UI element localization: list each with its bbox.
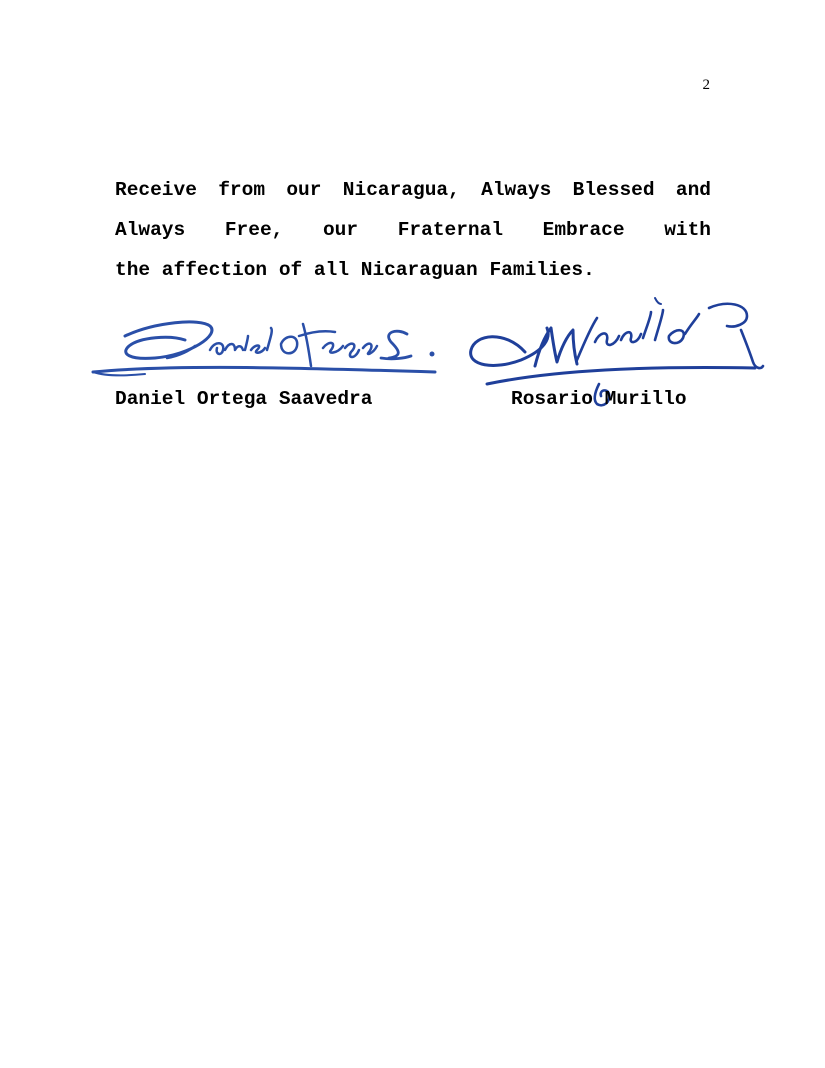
paragraph-line: the affection of all Nicaraguan Families.: [115, 259, 595, 281]
signer-name-rosario-murillo: Rosario Murillo: [511, 388, 687, 410]
signature-daniel-ortega: [85, 310, 445, 390]
page-number: 2: [702, 77, 710, 93]
paragraph-line: Receive from our Nicaragua, Always Blessed and: [115, 179, 711, 201]
closing-paragraph: [115, 170, 711, 290]
signer-name-daniel-ortega-saavedra: Daniel Ortega Saavedra: [115, 388, 373, 410]
paragraph-line: Always Free, our Fraternal Embrace with: [115, 219, 711, 241]
